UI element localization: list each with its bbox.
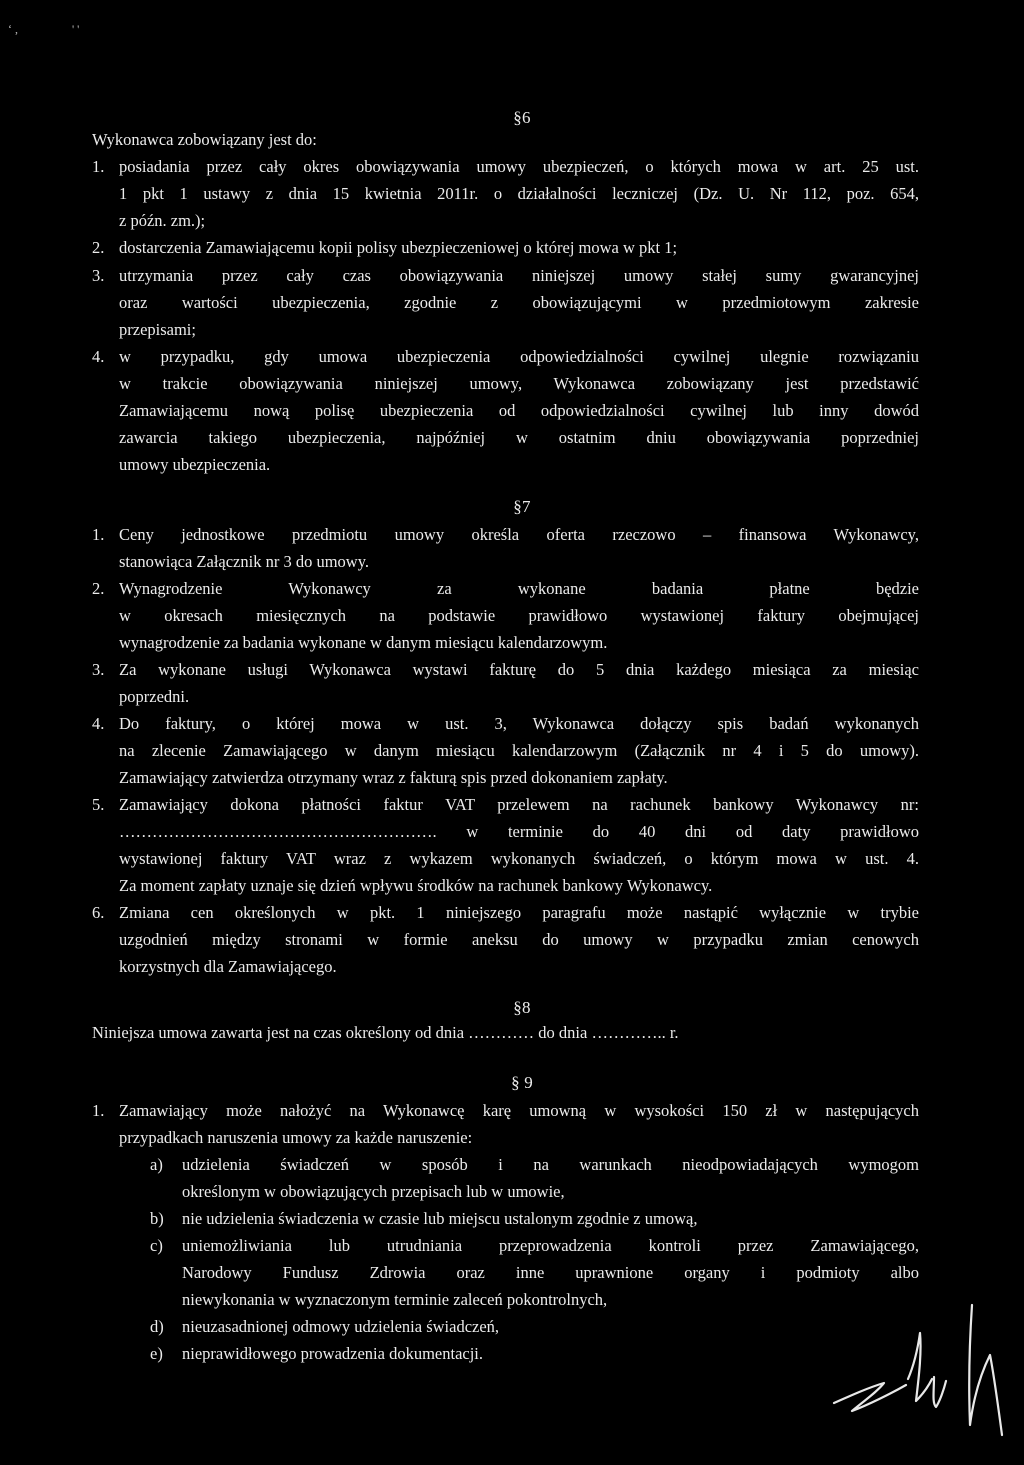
s7-item-1-line-2: stanowiąca Załącznik nr 3 do umowy. (119, 552, 370, 571)
s9-sub-c-line-1: uniemożliwiania lub utrudniania przeprowadzenia kontroli przez Zamawiającego, (182, 1236, 919, 1255)
s9-sub-e-letter: e) (150, 1344, 163, 1363)
section-9-heading: § 9 (511, 1073, 533, 1092)
s7-item-1-num: 1. (92, 525, 105, 544)
s6-item-4-line-5: umowy ubezpieczenia. (119, 455, 271, 474)
s7-item-6-line-1: Zmiana cen określonych w pkt. 1 niniejszego paragrafu może nastąpić wyłącznie w trybie (119, 903, 919, 922)
s7-item-5-num: 5. (92, 795, 105, 814)
s6-item-4-line-2: w trakcie obowiązywania niniejszej umowy, Wykonawca zobowiązany jest przedstawić (119, 374, 919, 393)
s9-item-1-num: 1. (92, 1101, 105, 1120)
scan-speck: ‘ , (8, 22, 18, 36)
s6-item-4-line-1: w przypadku, gdy umowa ubezpieczenia odpowiedzialności cywilnej ulegnie rozwiązaniu (119, 347, 919, 366)
s6-item-3-line-1: utrzymania przez cały czas obowiązywania niniejszej umowy stałej sumy gwarancyjnej (119, 266, 919, 285)
signature-icon (822, 1275, 1012, 1460)
s7-item-1-line-1: Ceny jednostkowe przedmiotu umowy określa oferta rzeczowo – finansowa Wykonawcy, (119, 525, 919, 544)
s9-sub-a-line-1: udzielenia świadczeń w sposób i na warunkach nieodpowiadających wymogom (182, 1155, 919, 1174)
section-8-heading: §8 (513, 998, 531, 1017)
s7-item-3-line-1: Za wykonane usługi Wykonawca wystawi fakturę do 5 dnia każdego miesiąca za miesiąc (119, 660, 919, 679)
s9-item-1-line-2: przypadkach naruszenia umowy za każde naruszenie: (119, 1128, 473, 1147)
s9-sub-c-line-3: niewykonania w wyznaczonym terminie zaleceń pokontrolnych, (182, 1290, 608, 1309)
s7-item-2-line-1: Wynagrodzenie Wykonawcy za wykonane badania płatne będzie (119, 579, 919, 598)
s9-sub-a-line-2: określonym w obowiązujących przepisach lub w umowie, (182, 1182, 565, 1201)
s7-item-3-line-2: poprzedni. (119, 687, 190, 706)
s6-item-4-num: 4. (92, 347, 105, 366)
s6-item-3-line-3: przepisami; (119, 320, 196, 339)
s7-item-6-line-3: korzystnych dla Zamawiającego. (119, 957, 337, 976)
s9-sub-e-line-1: nieprawidłowego prowadzenia dokumentacji. (182, 1344, 484, 1363)
section-7-heading: §7 (513, 497, 531, 516)
s6-item-1-line-1: posiadania przez cały okres obowiązywania umowy ubezpieczeń, o których mowa w art. 25 ust. (119, 157, 919, 176)
s9-sub-c-letter: c) (150, 1236, 163, 1255)
s7-item-5-line-1: Zamawiający dokona płatności faktur VAT przelewem na rachunek bankowy Wykonawcy nr: (119, 795, 919, 814)
s6-item-2-line-1: dostarczenia Zamawiającemu kopii polisy ubezpieczeniowej o której mowa w pkt 1; (119, 238, 678, 257)
section-8-text: Niniejsza umowa zawarta jest na czas określony od dnia ………… do dnia ………….. r. (92, 1023, 679, 1042)
s7-item-4-line-2: na zlecenie Zamawiającego w danym miesiącu kalendarzowym (Załącznik nr 4 i 5 do umowy). (119, 741, 919, 760)
s7-item-5-line-3: wystawionej faktury VAT wraz z wykazem wykonanych świadczeń, o którym mowa w ust. 4. (119, 849, 919, 868)
s6-item-3-line-2: oraz wartości ubezpieczenia, zgodnie z obowiązującymi w przedmiotowym zakresie (119, 293, 919, 312)
s7-item-6-num: 6. (92, 903, 105, 922)
s6-item-1-num: 1. (92, 157, 105, 176)
s9-item-1-line-1: Zamawiający może nałożyć na Wykonawcę karę umowną w wysokości 150 zł w następujących (119, 1101, 919, 1120)
s7-item-5-line-2: …………………………………………………. w terminie do 40 dni od daty prawidłowo (119, 822, 919, 841)
scan-speck: ' ' (72, 22, 80, 36)
s7-item-4-line-1: Do faktury, o której mowa w ust. 3, Wykonawca dołączy spis badań wykonanych (119, 714, 919, 733)
s7-item-5-line-4: Za moment zapłaty uznaje się dzień wpływu środków na rachunek bankowy Wykonawcy. (119, 876, 713, 895)
s9-sub-c-line-2: Narodowy Fundusz Zdrowia oraz inne uprawnione organy i podmioty albo (182, 1263, 919, 1282)
section-6-intro: Wykonawca zobowiązany jest do: (92, 130, 317, 149)
s9-sub-d-line-1: nieuzasadnionej odmowy udzielenia świadczeń, (182, 1317, 500, 1336)
section-6-heading: §6 (513, 108, 531, 127)
s7-item-4-line-3: Zamawiający zatwierdza otrzymany wraz z fakturą spis przed dokonaniem zapłaty. (119, 768, 668, 787)
s9-sub-b-line-1: nie udzielenia świadczenia w czasie lub miejscu ustalonym zgodnie z umową, (182, 1209, 698, 1228)
s7-item-3-num: 3. (92, 660, 105, 679)
s6-item-4-line-3: Zamawiającemu nową polisę ubezpieczenia od odpowiedzialności cywilnej lub inny dowód (119, 401, 919, 420)
s7-item-6-line-2: uzgodnień między stronami w formie aneksu do umowy w przypadku zmian cenowych (119, 930, 919, 949)
s7-item-2-num: 2. (92, 579, 105, 598)
s7-item-4-num: 4. (92, 714, 105, 733)
s9-sub-a-letter: a) (150, 1155, 163, 1174)
s6-item-1-line-2: 1 pkt 1 ustawy z dnia 15 kwietnia 2011r. o działalności leczniczej (Dz. U. Nr 112, poz. 654, (119, 184, 919, 203)
s9-sub-d-letter: d) (150, 1317, 164, 1336)
s6-item-4-line-4: zawarcia takiego ubezpieczenia, najpóźniej w ostatnim dniu obowiązywania poprzedniej (119, 428, 919, 447)
s9-sub-b-letter: b) (150, 1209, 164, 1228)
s7-item-2-line-3: wynagrodzenie za badania wykonane w danym miesiącu kalendarzowym. (119, 633, 608, 652)
s6-item-1-line-3: z późn. zm.); (119, 211, 206, 230)
s6-item-3-num: 3. (92, 266, 105, 285)
handwritten-signature (822, 1275, 1012, 1460)
s7-item-2-line-2: w okresach miesięcznych na podstawie prawidłowo wystawionej faktury obejmującej (119, 606, 919, 625)
s6-item-2-num: 2. (92, 238, 105, 257)
